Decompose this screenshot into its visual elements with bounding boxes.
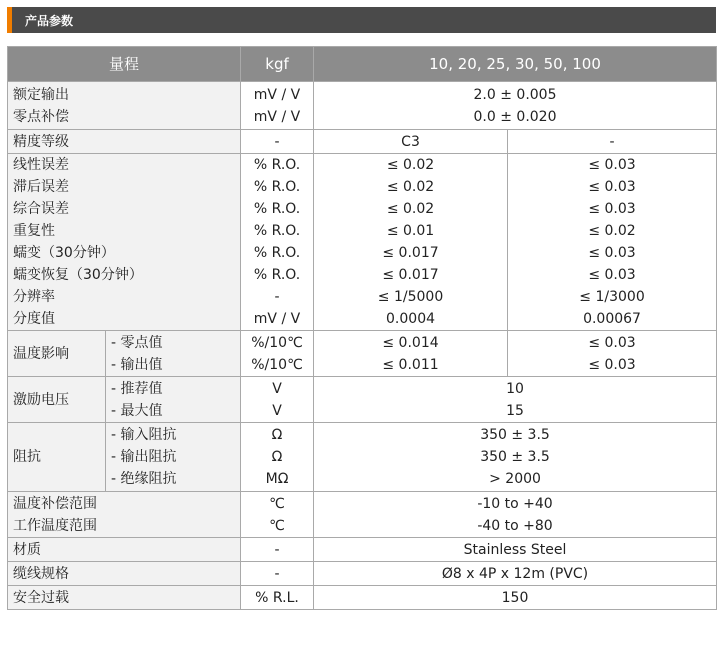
value-text: ≤ 0.03 xyxy=(588,356,636,373)
row-sublabel xyxy=(106,377,241,423)
value-text: ≤ 0.03 xyxy=(588,201,636,217)
value-text: ≤ 0.03 xyxy=(588,245,636,261)
value-text: ≤ 0.03 xyxy=(588,179,636,195)
section-header xyxy=(7,7,716,33)
value-text: ≤ 0.011 xyxy=(382,356,439,373)
label-combined-error: 综合误差 xyxy=(13,201,69,217)
header-value: 10, 20, 25, 30, 50, 100 xyxy=(314,47,717,82)
sublabel-zero: - 零点值 xyxy=(111,334,163,351)
value-text: ≤ 0.014 xyxy=(382,334,439,351)
label-creep-recovery: 蠕变恢复（30分钟） xyxy=(13,267,143,283)
table-row xyxy=(8,154,717,331)
value-text: 10 xyxy=(506,380,524,397)
label-operating-temp: 工作温度范围 xyxy=(13,517,97,534)
unit-text: % R.O. xyxy=(253,223,301,239)
table-row xyxy=(8,130,717,154)
sublabel-insulation-resistance: - 绝缘阻抗 xyxy=(111,471,177,487)
value-text: -40 to +80 xyxy=(477,517,553,534)
row-label xyxy=(8,492,241,538)
sublabel-output: - 输出值 xyxy=(111,356,163,373)
row-value-b xyxy=(508,331,717,377)
sublabel-output-resistance: - 输出阻抗 xyxy=(111,449,177,465)
label-zero-balance: 零点补偿 xyxy=(13,108,69,125)
row-value-a xyxy=(314,154,508,331)
row-value-b xyxy=(508,154,717,331)
label-repeatability: 重复性 xyxy=(13,223,55,239)
value-text: ≤ 0.017 xyxy=(382,267,439,283)
row-unit xyxy=(241,377,314,423)
row-label xyxy=(8,154,241,331)
spec-table xyxy=(7,46,717,610)
table-header-row xyxy=(8,47,717,82)
unit-text: - xyxy=(241,130,314,154)
value-text: ≤ 0.02 xyxy=(386,157,435,173)
label-resolution: 分辨率 xyxy=(13,289,55,305)
header-unit: kgf xyxy=(241,47,314,82)
value-text: ≤ 0.02 xyxy=(386,201,435,217)
table-row xyxy=(8,492,717,538)
value-text: > 2000 xyxy=(489,471,541,487)
unit-text: - xyxy=(241,562,314,586)
sublabel-input-resistance: - 输入阻抗 xyxy=(111,427,177,443)
table-row xyxy=(8,586,717,610)
unit-text: %/10℃ xyxy=(251,334,303,351)
unit-text: mV / V xyxy=(253,108,301,125)
value-text: 350 ± 3.5 xyxy=(480,449,550,465)
unit-text: ℃ xyxy=(269,517,285,534)
value-text: Stainless Steel xyxy=(314,538,717,562)
unit-text: mV / V xyxy=(253,311,301,327)
value-text: ≤ 0.017 xyxy=(382,245,439,261)
row-value xyxy=(314,82,717,130)
row-unit xyxy=(241,492,314,538)
section-title: 产品参数 xyxy=(25,14,74,28)
value-text: 2.0 ± 0.005 xyxy=(473,86,557,103)
label-linearity: 线性误差 xyxy=(13,157,69,173)
value-text: 350 ± 3.5 xyxy=(480,427,550,443)
table-row xyxy=(8,562,717,586)
value-text: ≤ 0.01 xyxy=(386,223,435,239)
unit-text: - xyxy=(241,538,314,562)
label-rated-output: 额定输出 xyxy=(13,86,69,103)
table-row xyxy=(8,331,717,377)
unit-text: mV / V xyxy=(253,86,301,103)
unit-text: - xyxy=(274,289,280,305)
row-sublabel xyxy=(106,423,241,492)
value-text: ≤ 0.03 xyxy=(588,157,636,173)
value-text: ≤ 0.03 xyxy=(588,334,636,351)
unit-text: % R.O. xyxy=(253,179,301,195)
value-text: C3 xyxy=(314,130,508,154)
unit-text: ℃ xyxy=(269,495,285,512)
sublabel-maximum: - 最大值 xyxy=(111,402,163,419)
label-cable: 缆线规格 xyxy=(8,562,241,586)
table-row xyxy=(8,377,717,423)
value-text: ≤ 0.02 xyxy=(386,179,435,195)
value-text: ≤ 0.03 xyxy=(588,267,636,283)
unit-text: % R.L. xyxy=(241,586,314,610)
value-text: ≤ 0.02 xyxy=(588,223,636,239)
unit-text: MΩ xyxy=(265,471,289,487)
label-division: 分度值 xyxy=(13,311,55,327)
unit-text: % R.O. xyxy=(253,245,301,261)
unit-text: V xyxy=(272,380,282,397)
label-resistance: 阻抗 xyxy=(8,423,106,492)
row-value xyxy=(314,377,717,423)
label-safe-overload: 安全过载 xyxy=(8,586,241,610)
value-text: ≤ 1/3000 xyxy=(579,289,645,305)
label-hysteresis: 滞后误差 xyxy=(13,179,69,195)
row-value xyxy=(314,492,717,538)
value-text: 0.00067 xyxy=(583,311,641,327)
header-accent-bar xyxy=(7,7,12,33)
value-text: 15 xyxy=(506,402,524,419)
value-text: ≤ 1/5000 xyxy=(377,289,444,305)
row-unit xyxy=(241,154,314,331)
table-row xyxy=(8,82,717,130)
value-text: 150 xyxy=(314,586,717,610)
unit-text: %/10℃ xyxy=(251,356,303,373)
row-sublabel xyxy=(106,331,241,377)
value-text: -10 to +40 xyxy=(477,495,553,512)
value-text: 0.0 ± 0.020 xyxy=(473,108,557,125)
header-param: 量程 xyxy=(8,47,241,82)
row-unit xyxy=(241,331,314,377)
table-row xyxy=(8,423,717,492)
value-text: - xyxy=(508,130,717,154)
label-accuracy: 精度等级 xyxy=(8,130,241,154)
unit-text: V xyxy=(272,402,282,419)
row-unit xyxy=(241,82,314,130)
label-excitation: 激励电压 xyxy=(8,377,106,423)
row-unit xyxy=(241,423,314,492)
value-text: Ø8 x 4P x 12m (PVC) xyxy=(314,562,717,586)
unit-text: % R.O. xyxy=(253,201,301,217)
unit-text: % R.O. xyxy=(253,267,301,283)
label-compensated-temp: 温度补偿范围 xyxy=(13,495,97,512)
unit-text: % R.O. xyxy=(253,157,301,173)
value-text: 0.0004 xyxy=(386,311,436,327)
sublabel-recommended: - 推荐值 xyxy=(111,380,163,397)
row-label xyxy=(8,82,241,130)
unit-text: Ω xyxy=(271,449,283,465)
label-creep: 蠕变（30分钟） xyxy=(13,245,115,261)
label-temperature-effect: 温度影响 xyxy=(8,331,106,377)
row-value xyxy=(314,423,717,492)
unit-text: Ω xyxy=(271,427,283,443)
row-value-a xyxy=(314,331,508,377)
table-row xyxy=(8,538,717,562)
label-material: 材质 xyxy=(8,538,241,562)
